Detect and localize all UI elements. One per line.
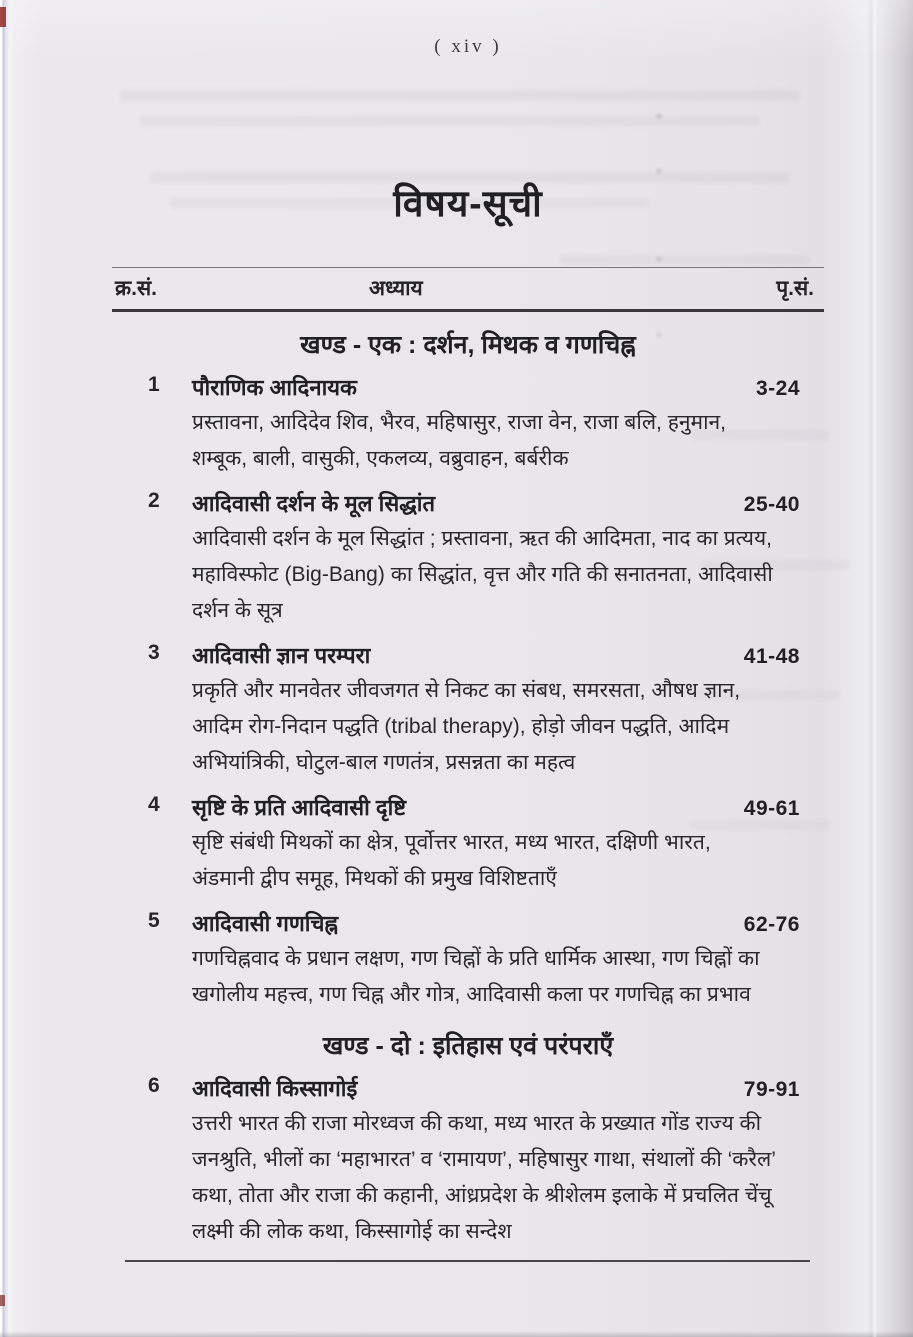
entry-title: पौराणिक आदिनायक xyxy=(192,375,357,400)
section-heading-2: खण्ड - दो : इतिहास एवं परंपराएँ xyxy=(322,1032,614,1060)
entry-page-range: 3-24 xyxy=(755,377,800,400)
toc-header-row xyxy=(112,267,824,312)
page-content xyxy=(112,0,824,1262)
toc-entry-1 xyxy=(112,372,824,477)
entry-description: प्रकृति और मानवेतर जीवजगत से निकट का संबध, समरसता, औषध ज्ञान, आदिम रोग-निदान पद्धति (tribal therapy), होड़ो जीवन पद्धति, आदिम अभियांत्रिकी, घोटुल-बाल गणतंत्र, प्रसन्नता का महत्व xyxy=(192,679,741,774)
entry-page-range: 79-91 xyxy=(743,1078,800,1101)
page-fold-line xyxy=(867,0,877,1337)
entry-title: आदिवासी दर्शन के मूल सिद्धांत xyxy=(192,491,436,516)
entry-page-range: 25-40 xyxy=(743,493,800,516)
entry-description: प्रस्तावना, आदिदेव शिव, भैरव, महिषासुर, राजा वेन, राजा बलि, हनुमान, शम्बूक, बाली, वासुकी, एकलव्य, वब्रुवाहन, बर्बरीक xyxy=(192,411,727,470)
page-left-edge xyxy=(0,0,14,1337)
section-heading-1: खण्ड - एक : दर्शन, मिथक व गणचिह्न xyxy=(300,331,636,359)
red-edge-mark-top xyxy=(0,7,6,27)
entry-number: 1 xyxy=(148,373,160,396)
entry-page-range: 49-61 xyxy=(743,797,800,820)
toc-entry-6 xyxy=(112,1073,824,1250)
page-bottom-edge xyxy=(0,1331,913,1337)
red-edge-mark-bottom xyxy=(0,1295,5,1306)
entry-title: आदिवासी किस्सागोई xyxy=(192,1076,358,1101)
entry-title: सृष्टि के प्रति आदिवासी दृष्टि xyxy=(192,795,407,820)
header-page-no: पृ.सं. xyxy=(776,277,814,300)
entry-number: 2 xyxy=(148,489,160,512)
toc-entry-3 xyxy=(112,640,824,781)
entry-page-range: 41-48 xyxy=(743,645,800,668)
toc-entry-4 xyxy=(112,792,824,897)
folio-number: ( xiv ) xyxy=(434,36,502,57)
toc-entry-2 xyxy=(112,488,824,629)
entry-title: आदिवासी ज्ञान परम्परा xyxy=(192,643,371,668)
toc-entry-5 xyxy=(112,908,824,1013)
header-chapter: अध्याय xyxy=(369,277,423,300)
entry-number: 4 xyxy=(148,793,160,816)
entry-title: आदिवासी गणचिह्न xyxy=(192,911,339,936)
entry-description: सृष्टि संबंधी मिथकों का क्षेत्र, पूर्वोत्तर भारत, मध्य भारत, दक्षिणी भारत, अंडमानी द्वीप समूह, मिथकों की प्रमुख विशिष्टताएँ xyxy=(192,831,711,890)
page-title: विषय-सूची xyxy=(393,183,543,224)
entry-description: गणचिह्नवाद के प्रधान लक्षण, गण चिह्नों के प्रति धार्मिक आस्था, गण चिह्नों का खगोलीय महत्त्व, गण चिह्न और गोत्र, आदिवासी कला पर गणचिह्न का प्रभाव xyxy=(192,947,760,1006)
entry-description: आदिवासी दर्शन के मूल सिद्धांत ; प्रस्तावना, ऋत की आदिमता, नाद का प्रत्यय, महाविस्फोट (Big-Bang) का सिद्धांत, वृत्त और गति की सनातनता, आदिवासी दर्शन के सूत्र xyxy=(192,527,773,622)
header-serial-no: क्र.सं. xyxy=(115,277,157,300)
bottom-rule xyxy=(125,1260,810,1262)
entry-page-range: 62-76 xyxy=(743,913,800,936)
entry-number: 3 xyxy=(148,641,160,664)
entry-number: 6 xyxy=(148,1074,160,1097)
entry-number: 5 xyxy=(148,909,160,932)
entry-description: उत्तरी भारत की राजा मोरध्वज की कथा, मध्य भारत के प्रख्यात गोंड राज्य की जनश्रुति, भीलों का ‘महाभारत’ व ‘रामायण’, महिषासुर गाथा, संथालों की ‘करैल’ कथा, तोता और राजा की कहानी, आंध्रप्रदेश के श्रीशेलम इलाके में प्रचलित चेंचू लक्ष्मी की लोक कथा, किस्सागोई का सन्देश xyxy=(192,1112,776,1243)
